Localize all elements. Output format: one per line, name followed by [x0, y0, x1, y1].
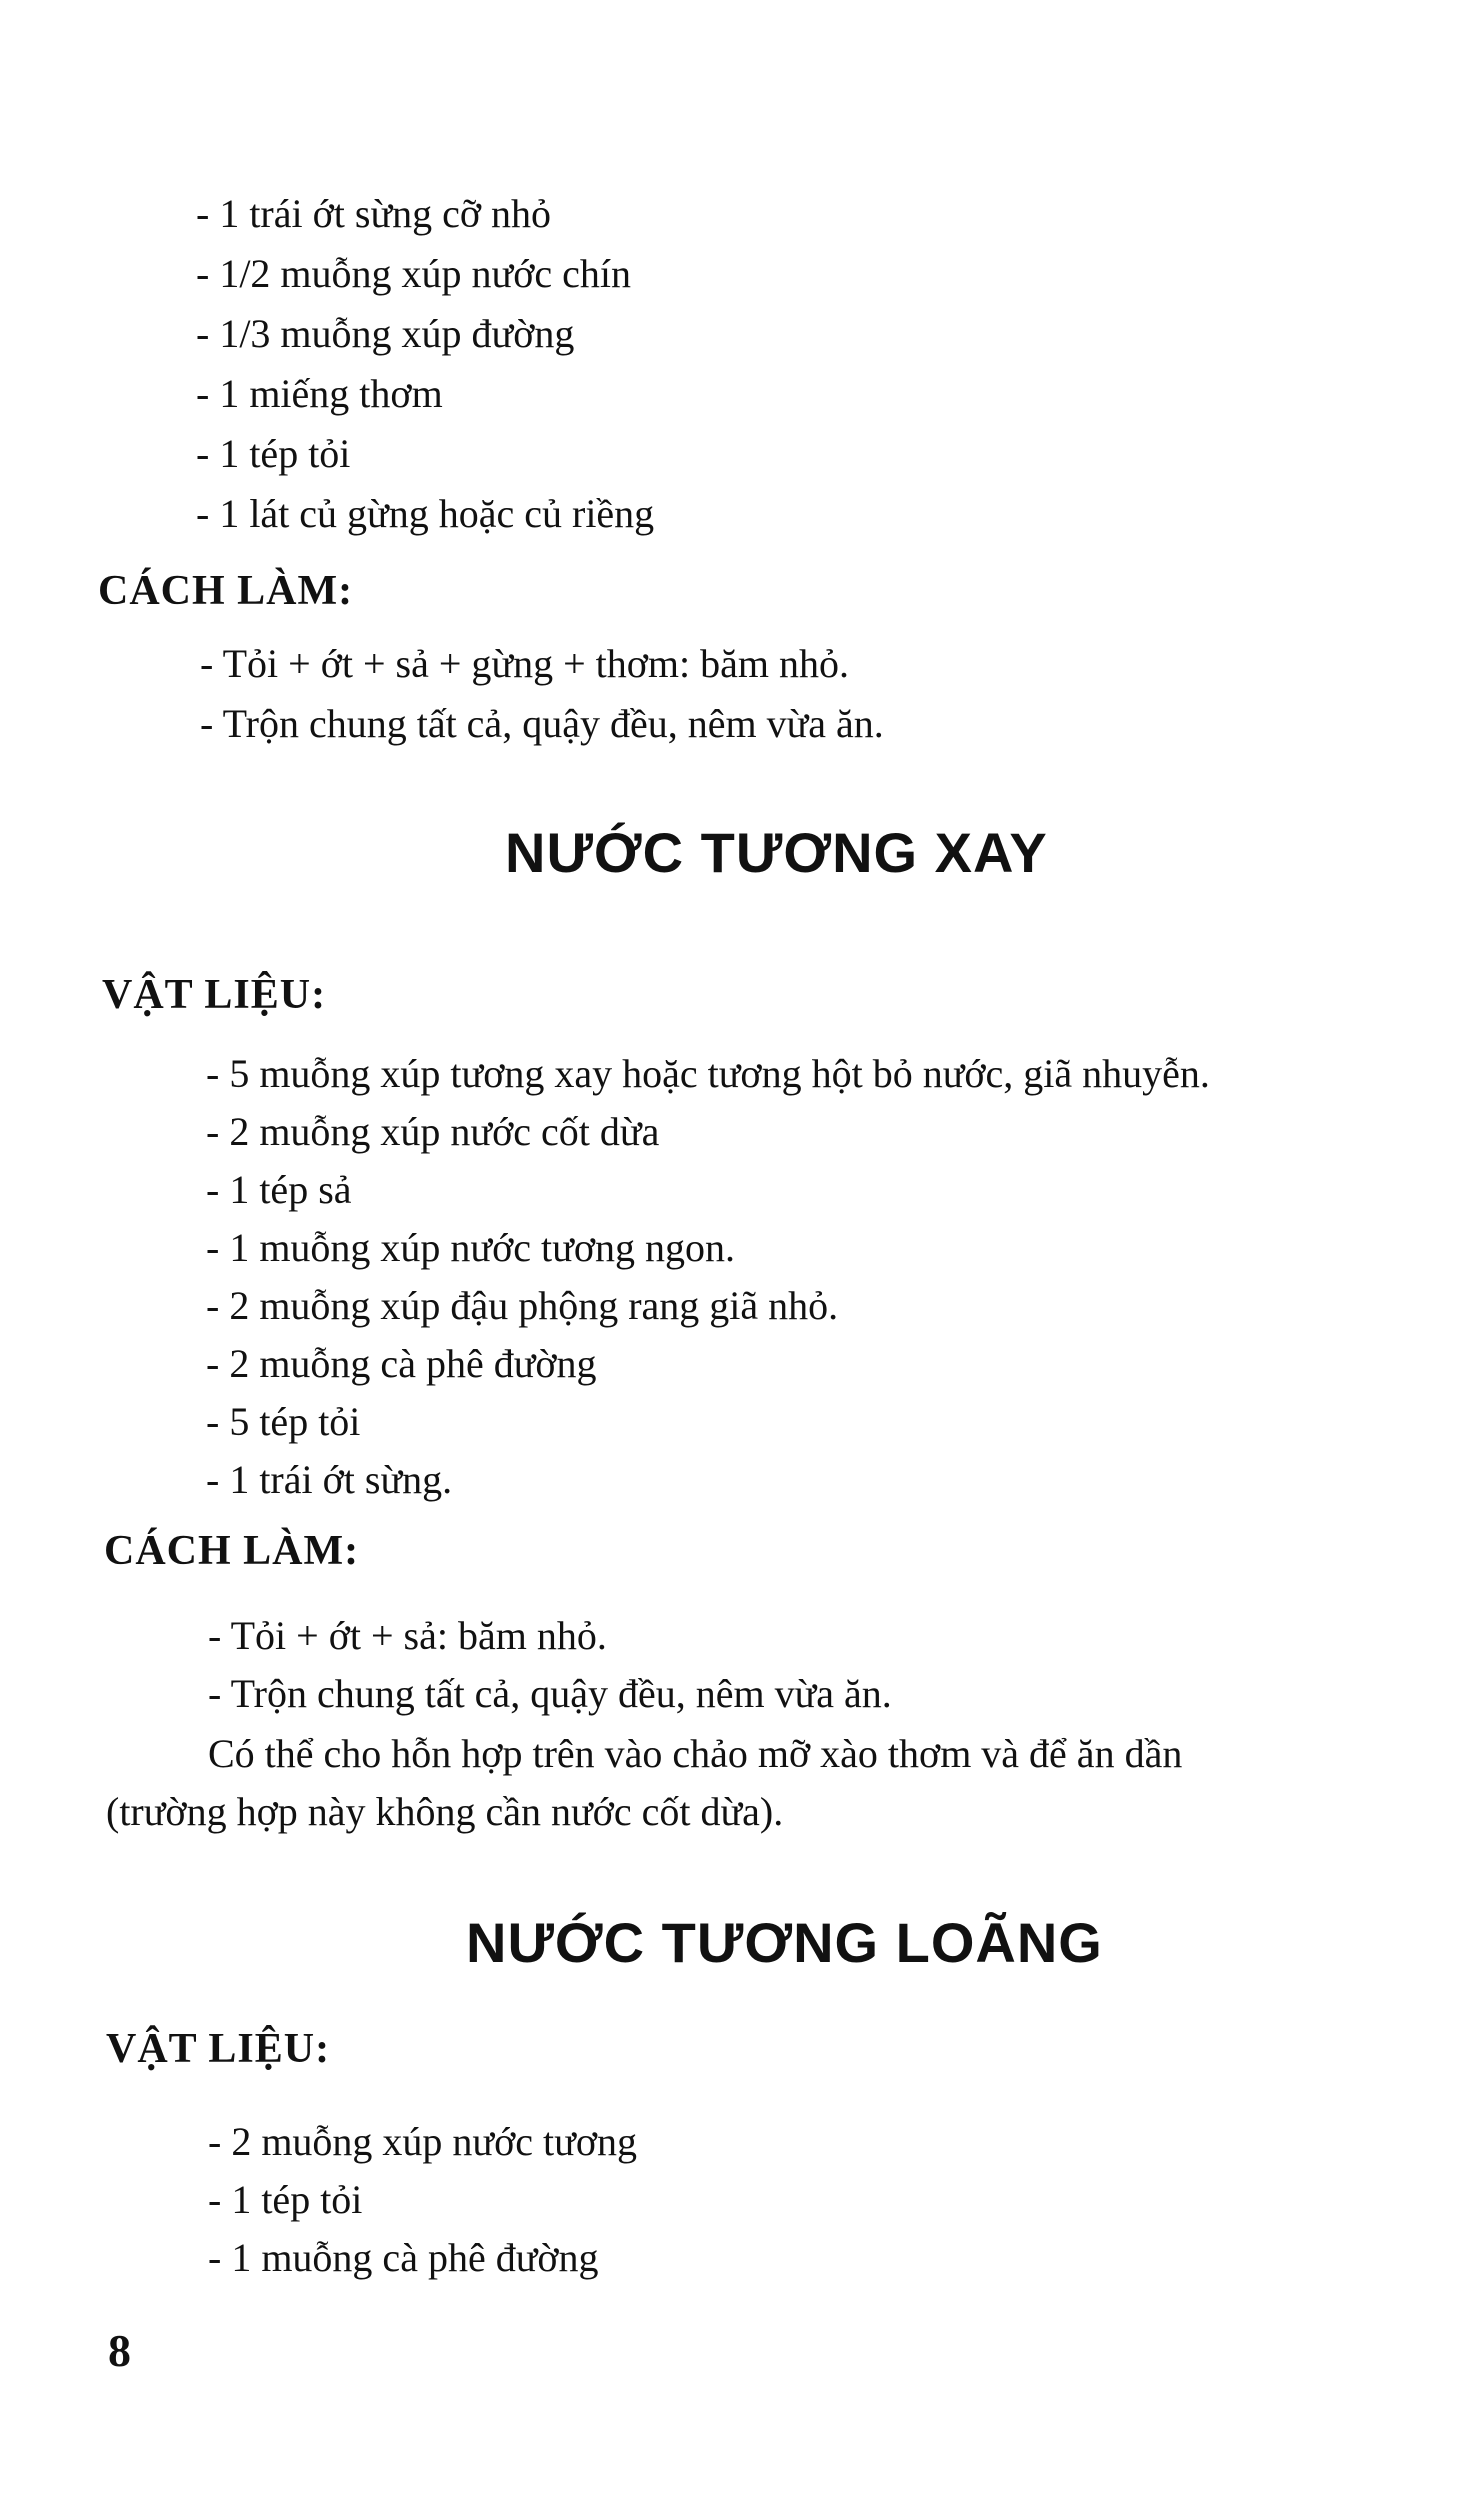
ingredient-line: - 1 tép tỏi [196, 431, 351, 476]
method-line: - Tỏi + ớt + sả: băm nhỏ. [208, 1613, 607, 1658]
note-line: (trường hợp này không cần nước cốt dừa). [106, 1789, 784, 1834]
ingredient-line: - 1 muỗng cà phê đường [208, 2235, 599, 2280]
ingredient-line: - 1 trái ớt sừng cỡ nhỏ [196, 191, 552, 236]
ingredient-line: - 5 tép tỏi [206, 1399, 361, 1444]
ingredient-line: - 1 trái ớt sừng. [206, 1457, 453, 1502]
method-line: - Tỏi + ớt + sả + gừng + thơm: băm nhỏ. [200, 641, 850, 686]
ingredient-line: - 1 tép sả [206, 1167, 352, 1212]
method-heading: CÁCH LÀM: [104, 1528, 360, 1574]
ingredient-line: - 1 miếng thơm [196, 371, 443, 416]
method-line: - Trộn chung tất cả, quậy đều, nêm vừa ăn. [200, 701, 884, 746]
ingredient-line: - 2 muỗng xúp đậu phộng rang giã nhỏ. [206, 1283, 839, 1328]
ingredient-line: - 1 tép tỏi [208, 2177, 363, 2222]
section-title: NƯỚC TƯƠNG XAY [505, 821, 1048, 884]
page-number: 8 [108, 2325, 131, 2376]
section-title: NƯỚC TƯƠNG LOÃNG [466, 1911, 1103, 1974]
ingredient-line: - 1/3 muỗng xúp đường [196, 311, 575, 356]
note-line: Có thể cho hỗn hợp trên vào chảo mỡ xào thơm và để ăn dần [208, 1731, 1183, 1776]
ingredient-line: - 1/2 muỗng xúp nước chín [196, 251, 631, 296]
ingredient-line: - 1 muỗng xúp nước tương ngon. [206, 1225, 735, 1270]
method-line: - Trộn chung tất cả, quậy đều, nêm vừa ăn. [208, 1671, 892, 1716]
ingredient-line: - 1 lát củ gừng hoặc củ riềng [196, 491, 655, 536]
ingredient-line: - 2 muỗng xúp nước cốt dừa [206, 1109, 660, 1154]
method-heading: CÁCH LÀM: [98, 568, 354, 614]
ingredient-line: - 5 muỗng xúp tương xay hoặc tương hột bỏ nước, giã nhuyễn. [206, 1051, 1210, 1096]
ingredient-line: - 2 muỗng cà phê đường [206, 1341, 597, 1386]
ingredients-heading: VẬT LIỆU: [106, 2026, 331, 2072]
ingredients-heading: VẬT LIỆU: [102, 972, 327, 1018]
ingredient-line: - 2 muỗng xúp nước tương [208, 2119, 637, 2164]
